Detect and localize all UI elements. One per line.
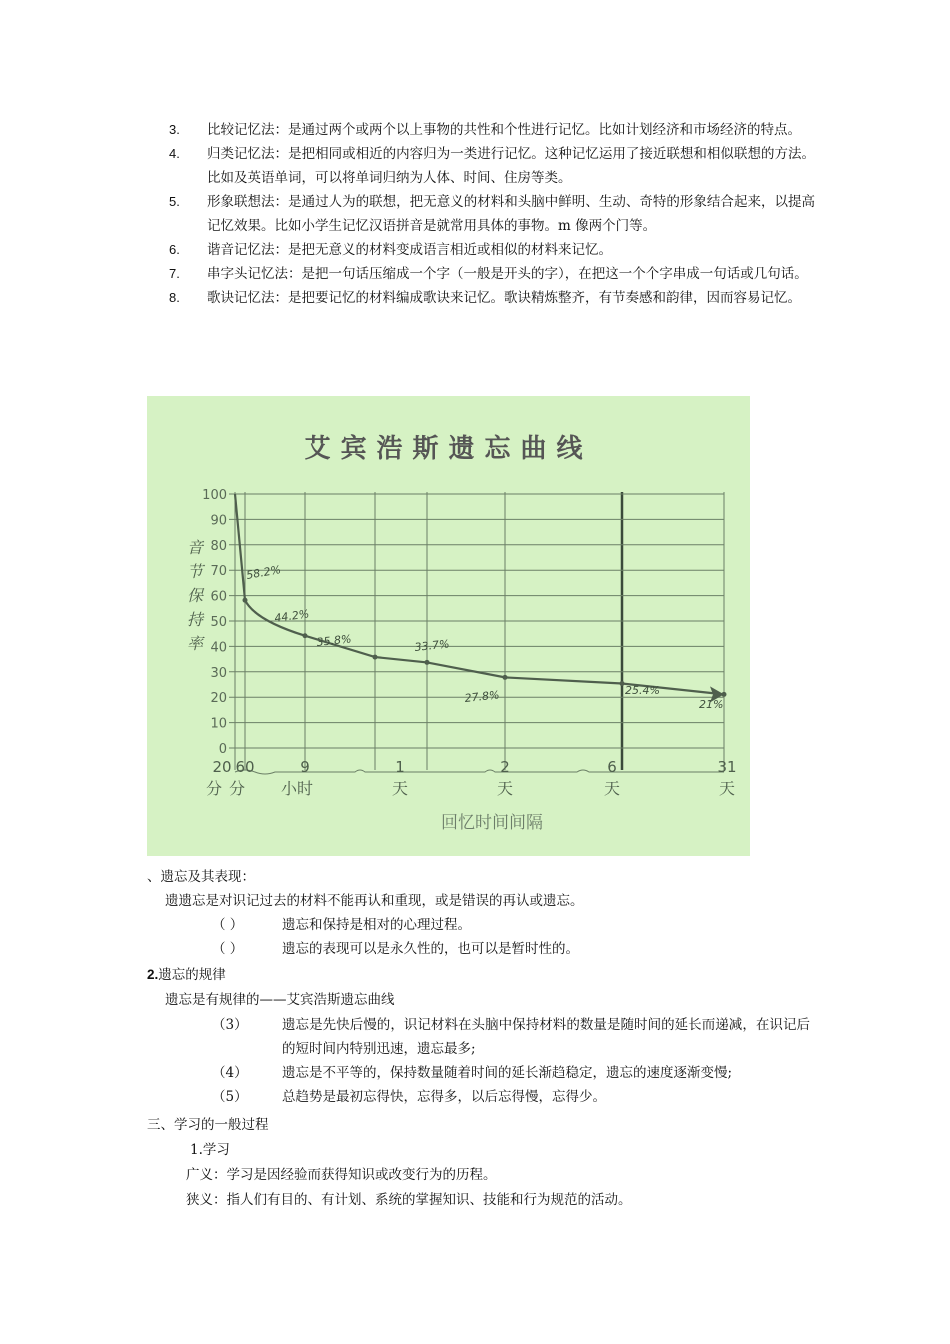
- y-tick-label: 80: [210, 538, 227, 554]
- y-axis-label-char: 音: [187, 538, 204, 557]
- y-axis-label-char: 率: [187, 634, 204, 653]
- x-tick-label: 分: [205, 779, 223, 798]
- list-item: （ ） 遗忘的表现可以是永久性的，也可以是暂时性的。: [212, 941, 579, 957]
- x-tick-label: 天: [603, 779, 621, 798]
- learning-broad-definition: 广义：学习是因经验而获得知识或改变行为的历程。: [186, 1167, 497, 1183]
- x-tick-label: 60: [235, 758, 255, 776]
- x-axis-label: 回忆时间间隔: [441, 813, 543, 833]
- y-tick-label: 20: [210, 691, 227, 707]
- forgetting-definition: 遗遗忘是对识记过去的材料不能再认和重现，或是错误的再认或遗忘。: [165, 893, 584, 909]
- list-item: 8. 歌诀记忆法：是把要记忆的材料编成歌诀来记忆。歌诀精炼整齐，有节奏感和韵律，因而容易记忆。: [169, 290, 801, 306]
- y-axis-label-char: 节: [187, 562, 204, 581]
- list-item: 5. 形象联想法：是通过人为的联想，把无意义的材料和头脑中鲜明、生动、奇特的形象结合起来，以提高记忆效果。比如小学生记忆汉语拼音是就常用具体的事物。m 像两个门等。: [169, 194, 815, 234]
- forgetting-list: [212, 913, 812, 961]
- x-tick-label: 20: [212, 758, 232, 776]
- x-tick-label: 31: [717, 758, 737, 776]
- list-item: （ ） 遗忘和保持是相对的心理过程。: [212, 917, 471, 933]
- forgetting-curve-line: [235, 494, 724, 694]
- data-label: 35.8%: [315, 632, 353, 649]
- y-tick-label: 50: [210, 615, 227, 630]
- rule-list: [212, 1013, 810, 1109]
- data-label: 27.8%: [463, 688, 501, 705]
- y-tick-label: 0: [218, 742, 227, 757]
- x-tick-label: 小时: [280, 779, 314, 798]
- y-tick-label: 70: [210, 564, 227, 580]
- y-tick-label: 30: [210, 665, 227, 681]
- x-tick-label: 1: [395, 758, 405, 776]
- data-label: 44.2%: [273, 607, 311, 625]
- chart-title: 艾宾浩斯遗忘曲线: [304, 434, 593, 464]
- learning-narrow-definition: 狭义：指人们有目的、有计划、系统的掌握知识、技能和行为规范的活动。: [186, 1192, 632, 1208]
- list-item: 3. 比较记忆法：是通过两个或两个以上事物的共性和个性进行记忆。比如计划经济和市场经济的特点。: [169, 122, 801, 138]
- x-tick-label: 2: [500, 758, 510, 776]
- x-tick-label: 6: [607, 758, 617, 776]
- y-tick-label: 60: [210, 589, 227, 605]
- y-tick-label: 10: [210, 716, 227, 732]
- y-axis-label-char: 保: [187, 586, 204, 605]
- data-point: [303, 633, 308, 638]
- data-label: 33.7%: [413, 637, 451, 654]
- learning-subheading: 1.学习: [190, 1142, 230, 1158]
- data-point: [722, 692, 727, 697]
- x-tick-label: 分: [228, 779, 246, 798]
- y-tick-label: 40: [210, 640, 227, 656]
- list-item: （5） 总趋势是最初忘得快，忘得多，以后忘得慢，忘得少。: [212, 1089, 606, 1105]
- x-tick-label: 天: [391, 779, 409, 798]
- data-point: [620, 681, 625, 686]
- x-tick-label: 9: [300, 758, 310, 776]
- x-tick-label: 天: [496, 779, 514, 798]
- data-point: [373, 655, 378, 660]
- list-item: （4） 遗忘是不平等的，保持数量随着时间的延长渐趋稳定，遗忘的速度逐渐变慢;: [212, 1065, 733, 1081]
- y-tick-label: 90: [210, 513, 227, 529]
- data-point: [425, 660, 430, 665]
- data-point: [243, 598, 248, 603]
- section-heading-rule: 2.遗忘的规律: [147, 967, 226, 983]
- y-tick-label: 100: [202, 488, 227, 503]
- rule-subheading: 遗忘是有规律的——艾宾浩斯遗忘曲线: [165, 992, 395, 1008]
- list-item: 6. 谐音记忆法：是把无意义的材料变成语言相近或相似的材料来记忆。: [169, 242, 612, 258]
- memory-method-list: [165, 118, 815, 310]
- data-label: 21%: [699, 698, 724, 711]
- section-heading-forgetting: 、遗忘及其表现：: [147, 869, 255, 885]
- section-heading-learning: 三、学习的一般过程: [147, 1117, 269, 1133]
- list-item: 4. 归类记忆法：是把相同或相近的内容归为一类进行记忆。这种记忆运用了接近联想和相似联想的方法。比如及英语单词，可以将单词归纳为人体、时间、住房等类。: [169, 146, 815, 186]
- data-label: 58.2%: [245, 563, 282, 582]
- forgetting-curve-figure: [147, 396, 750, 856]
- data-label: 25.4%: [625, 684, 660, 697]
- list-item: 7. 串字头记忆法：是把一句话压缩成一个字（一般是开头的字），在把这一个个字串成一句话或几句话。: [169, 266, 808, 282]
- y-axis-label-char: 持: [187, 610, 204, 629]
- data-point: [503, 675, 508, 680]
- forgetting-curve-chart: [147, 396, 750, 856]
- x-tick-label: 天: [718, 779, 736, 798]
- list-item: （3） 遗忘是先快后慢的，识记材料在头脑中保持材料的数量是随时间的延长而递减，在识记后的短时间内特别迅速，遗忘最多;: [212, 1017, 810, 1057]
